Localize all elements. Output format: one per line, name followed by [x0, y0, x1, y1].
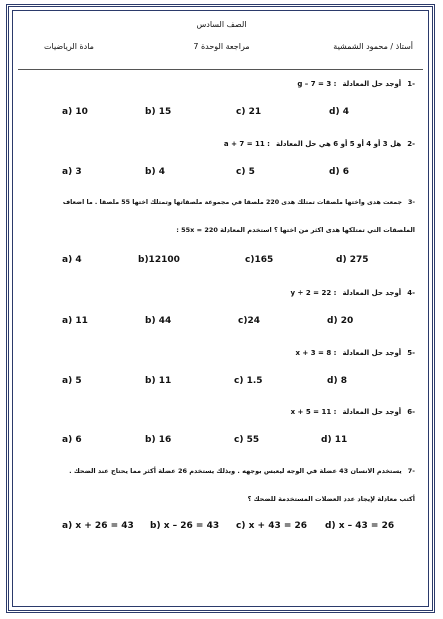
option-c[interactable]: c) 5: [236, 167, 255, 177]
question-5: [295, 349, 415, 357]
question-4: [291, 289, 415, 297]
option-d[interactable]: d) 275: [336, 255, 369, 265]
question-text: أوجد حل المعادلة: [342, 80, 402, 88]
question-1: [297, 80, 415, 88]
option-c[interactable]: c)165: [245, 255, 274, 265]
subject-label: مادة الرياضيات: [44, 42, 94, 51]
question-text: أوجد حل المعادلة: [342, 289, 402, 297]
question-equation: x + 5 = 11 :: [290, 408, 337, 416]
option-b[interactable]: b) 16: [145, 435, 172, 445]
options-2: [0, 167, 443, 179]
options-5: [0, 376, 443, 388]
option-d[interactable]: d) x – 43 = 26: [325, 521, 395, 531]
question-number: -6: [407, 408, 415, 416]
option-a[interactable]: a) 5: [62, 376, 82, 386]
question-equation: y ÷ 2 = 22 :: [290, 289, 337, 297]
option-b[interactable]: b) x – 26 = 43: [150, 521, 220, 531]
question-equation: x + 3 = 8 :: [295, 349, 337, 357]
options-3: [0, 255, 443, 267]
question-text: أوجد حل المعادلة: [342, 408, 402, 416]
option-c[interactable]: c) 55: [234, 435, 260, 445]
option-b[interactable]: b)12100: [138, 255, 180, 265]
option-d[interactable]: d) 11: [321, 435, 348, 445]
question-number: -5: [407, 349, 415, 357]
question-text: يستخدم الانسان 43 عضلة في الوجه ليعبس بوجهه . وبذلك يستخدم 26 عضلة أكثر مما يحتاج عند الضحك .: [69, 467, 402, 475]
question-3: [63, 199, 415, 206]
option-a[interactable]: a) 3: [62, 167, 82, 177]
question-equation: a + 7 = 11 :: [223, 140, 270, 148]
question-number: -1: [407, 80, 415, 88]
option-c[interactable]: c) x + 43 = 26: [236, 521, 308, 531]
options-4: [0, 316, 443, 328]
question-number: -2: [407, 140, 415, 148]
option-a[interactable]: a) 11: [62, 316, 88, 326]
option-a[interactable]: a) 6: [62, 435, 82, 445]
options-1: [0, 107, 443, 119]
review-title: مراجعة الوحدة 7: [193, 42, 250, 51]
page-inner-border: [12, 10, 429, 607]
option-c[interactable]: c) 1.5: [234, 376, 263, 386]
option-d[interactable]: d) 20: [327, 316, 354, 326]
teacher-name: أستاذ / محمود الشمشية: [333, 42, 413, 51]
option-c[interactable]: c) 21: [236, 107, 262, 117]
question-number: -4: [407, 289, 415, 297]
question-3-line-2: الملصقات التي تمتلكها هدى اكثر من اختها ؟ استخدم المعادلة 55x = 220 :: [176, 226, 415, 234]
option-a[interactable]: a) 4: [62, 255, 82, 265]
question-text: أوجد حل المعادلة: [342, 349, 402, 357]
option-d[interactable]: d) 4: [329, 107, 349, 117]
question-6: [291, 408, 415, 416]
grade-label: الصف السادس: [196, 20, 247, 29]
option-a[interactable]: a) x + 26 = 43: [62, 521, 134, 531]
option-b[interactable]: b) 4: [145, 167, 165, 177]
question-equation: g – 7 = 3 :: [297, 80, 337, 88]
question-text: جمعت هدى واختها ملصقات تمتلك هدى 220 ملصقا في مجموعة ملصقاتها وتمتلك اختها 55 ملصقا . ما اضعاف: [62, 199, 402, 206]
option-b[interactable]: b) 15: [145, 107, 172, 117]
header-divider: [18, 69, 423, 70]
option-a[interactable]: a) 10: [62, 107, 88, 117]
options-7: [0, 521, 443, 533]
option-b[interactable]: b) 44: [145, 316, 172, 326]
options-6: [0, 435, 443, 447]
question-text: هل 3 أو 4 أو 5 أو 6 هي حل المعادلة: [275, 140, 402, 148]
option-d[interactable]: d) 6: [329, 167, 349, 177]
option-c[interactable]: c)24: [238, 316, 260, 326]
option-d[interactable]: d) 8: [327, 376, 347, 386]
question-7-line-2: أكتب معادلة لإيجاد عدد العضلات المستخدمة للضحك ؟: [247, 495, 415, 503]
question-number: -7: [407, 467, 415, 475]
option-b[interactable]: b) 11: [145, 376, 172, 386]
question-number: -3: [407, 199, 415, 206]
question-2: [224, 140, 415, 148]
question-7: [69, 467, 415, 475]
